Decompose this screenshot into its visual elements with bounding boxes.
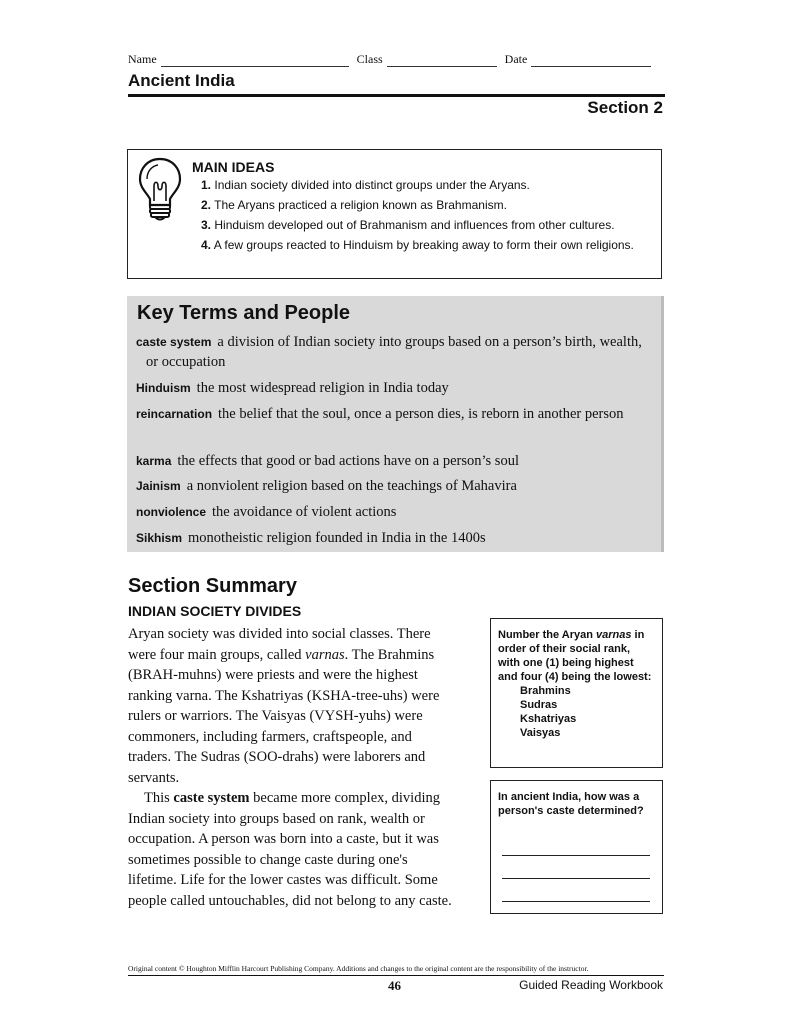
answer-line[interactable]	[502, 901, 650, 902]
summary-paragraph-2: This caste system became more complex, dividing Indian society into groups based on rank, wealth or occupation. A person was born into a caste, but it was sometimes possible to change caste during one's lifetime. Life for the lower castes was difficult. Some people called untouchables, did not belong to any caste.	[128, 790, 452, 909]
date-blank[interactable]	[531, 54, 651, 67]
name-blank[interactable]	[161, 54, 349, 67]
list-item[interactable]: Brahmins	[520, 685, 571, 697]
class-label: Class	[356, 52, 383, 66]
key-terms-title: Key Terms and People	[137, 302, 351, 324]
name-class-date-row	[128, 52, 663, 67]
list-item[interactable]: Vaisyas	[520, 727, 561, 739]
term-nonviolence: nonviolence the avoidance of violent actions	[136, 504, 397, 520]
term-sikhism: Sikhism monotheistic religion founded in India in the 1400s	[136, 530, 486, 546]
answer-line[interactable]	[502, 878, 650, 879]
list-item[interactable]: Sudras	[520, 699, 558, 711]
lightbulb-icon	[137, 156, 183, 222]
summary-body	[128, 624, 458, 911]
main-ideas-list	[201, 177, 651, 257]
page-number: 46	[388, 978, 401, 993]
main-ideas-title: MAIN IDEAS	[192, 159, 275, 175]
footer-rule	[128, 975, 664, 976]
date-label: Date	[504, 52, 528, 66]
term-karma: karma the effects that good or bad actions have on a person’s soul	[136, 453, 519, 469]
list-item: 1. Indian society divided into distinct groups under the Aryans.	[201, 178, 530, 192]
term-caste-system: caste system a division of Indian society into groups based on a person’s birth, wealth, or occupation	[136, 334, 642, 370]
key-terms-box	[127, 296, 664, 552]
list-item: 4. A few groups reacted to Hinduism by breaking away to form their own religions.	[201, 238, 634, 252]
term-jainism: Jainism a nonviolent religion based on the teachings of Mahavira	[136, 478, 517, 494]
sidebar-question-2	[490, 780, 663, 914]
chapter-title: Ancient India	[128, 71, 235, 90]
varna-list	[498, 684, 655, 740]
class-blank[interactable]	[387, 54, 497, 67]
list-item: 2. The Aryans practiced a religion known as Brahmanism.	[201, 198, 507, 212]
header-rule	[128, 94, 665, 97]
copyright-note: Original content © Houghton Mifflin Harcourt Publishing Company. Additions and changes to the original content are the responsibility of the instructor.	[128, 964, 589, 973]
question-2-text: In ancient India, how was a person's caste determined?	[498, 791, 644, 817]
sidebar-question-1	[490, 618, 663, 768]
summary-title: Section Summary	[128, 575, 297, 597]
summary-paragraph-1: Aryan society was divided into social classes. There were four main groups, called varnas. The Brahmins (BRAH-muhns) were priests and were the highest ranking varna. The Kshatriyas (KSHA-tree-uhs) were rulers or warriors. The Vaisyas (VYSH-yuhs) were commoners, including farmers, craftspeople, and traders. The Sudras (SOO-drahs) were laborers and servants.	[128, 626, 440, 786]
summary-subtitle: INDIAN SOCIETY DIVIDES	[128, 603, 302, 619]
section-label: Section 2	[587, 98, 663, 117]
term-hinduism: Hinduism the most widespread religion in India today	[136, 380, 449, 396]
name-label: Name	[128, 52, 157, 66]
workbook-title: Guided Reading Workbook	[519, 978, 663, 992]
list-item[interactable]: Kshatriyas	[520, 713, 577, 725]
main-ideas-box	[127, 149, 662, 279]
question-1-text: Number the Aryan varnas in order of their social rank, with one (1) being highest and four (4) being the lowest:	[498, 629, 652, 683]
list-item: 3. Hinduism developed out of Brahmanism and influences from other cultures.	[201, 218, 615, 232]
answer-line[interactable]	[502, 855, 650, 856]
term-reincarnation: reincarnation the belief that the soul, once a person dies, is reborn in another person	[136, 406, 624, 422]
